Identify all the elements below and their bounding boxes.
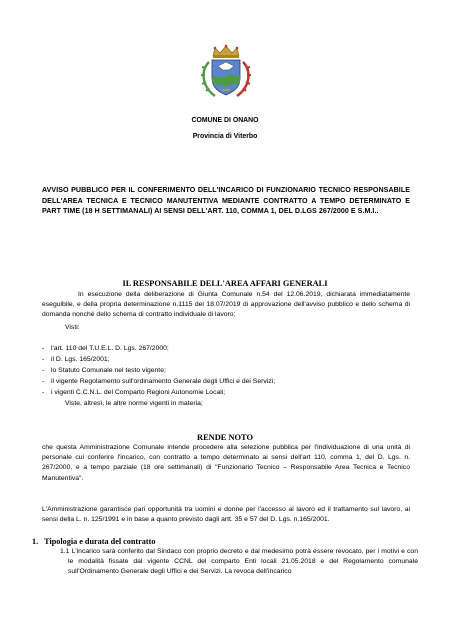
equal-opportunity-paragraph: L'Amministrazione garantisce pari opportunità tra uomini e donne per l'accesso al lavoro ed il trattamento sul lavoro, ai sensi della L. n. 125/1991 e in base a quanto previsto dagli artt. 35 e 57 del D. Lgs. n.165/2001. [42, 506, 410, 524]
list-item: - i vigenti C.C.N.L. del Comparto Regioni Autonomie Locali; [42, 389, 226, 396]
visti-closing: Viste, altresì, le altre norme vigenti in materia; [65, 400, 203, 407]
province-name: Provincia di Viterbo [192, 133, 258, 140]
intro-paragraph: In esecuzione della deliberazione di Giunta Comunale n.54 del 12.06.2019, dichiarata immediatamente eseguibile, e della propria determinazione n.1115 del 18.07/2019 di approvazione dell'avviso pubblico e dello schema di domanda nonché dello schema di contratto individuale di lavoro; [42, 291, 410, 319]
section-1-heading [32, 537, 155, 546]
section-title: Tipologia e durata del contratto [44, 537, 156, 546]
section-1-paragraph: 1.1 L'incarico sarà conferito dal Sindaco con proprio decreto e dal medesimo potrà essere revocato, per i motivi e con le modalità fissate dal vigente CCNL del comparto Enti locali 21.05.2018 e del Regolamento comunale sull'Ordinamento Generale degli Uffici e dei Servizi. La revoca dell'incarico [60, 548, 418, 576]
list-item: - l'art. 110 del T.U.E.L. D. Lgs. 267/2000; [42, 345, 169, 352]
rende-noto-heading: RENDE NOTO [197, 433, 253, 442]
visti-label: Visti: [65, 324, 80, 331]
list-item: - lo Statuto Comunale nel testo vigente; [42, 367, 166, 374]
rende-noto-paragraph: che questa Amministrazione Comunale intende procedere alla selezione pubblica per l'individuazione di una unità di personale cui conferire l'incarico, con contratto a tempo determinato ai sensi dell'art 110, comma 1, del D. Lgs. n. 267/2000, e a tempo parziale (18 ore settimanali) di "Funzionario Tecnico – Responsabile Area Tecnica e Tecnico Manutentiva". [42, 444, 410, 482]
coat-of-arms-icon [199, 44, 253, 102]
list-item: - il D. Lgs. 165/2001; [42, 356, 110, 363]
section-number: 1. [32, 537, 39, 546]
list-item: - il vigente Regolamento sull'ordinamento Generale degli Uffici e dei Servizi; [42, 378, 276, 385]
responsible-heading: IL RESPONSABILE DELL'AREA AFFARI GENERALI [122, 279, 328, 288]
notice-title: AVVISO PUBBLICO PER IL CONFERIMENTO DELL'INCARICO DI FUNZIONARIO TECNICO RESPONSABILE DELL'AREA TECNICA E TECNICO MANUTENTIVA MEDIANTE CONTRATTO A TEMPO DETERMINATO E PART TIME (18 H SETTIMANALI) AI SENSI DELL'ART. 110, COMMA 1, DEL D.LGS 267/2000 E S.M.I.. [42, 186, 410, 215]
municipality-name: COMUNE DI ONANO [191, 117, 259, 124]
